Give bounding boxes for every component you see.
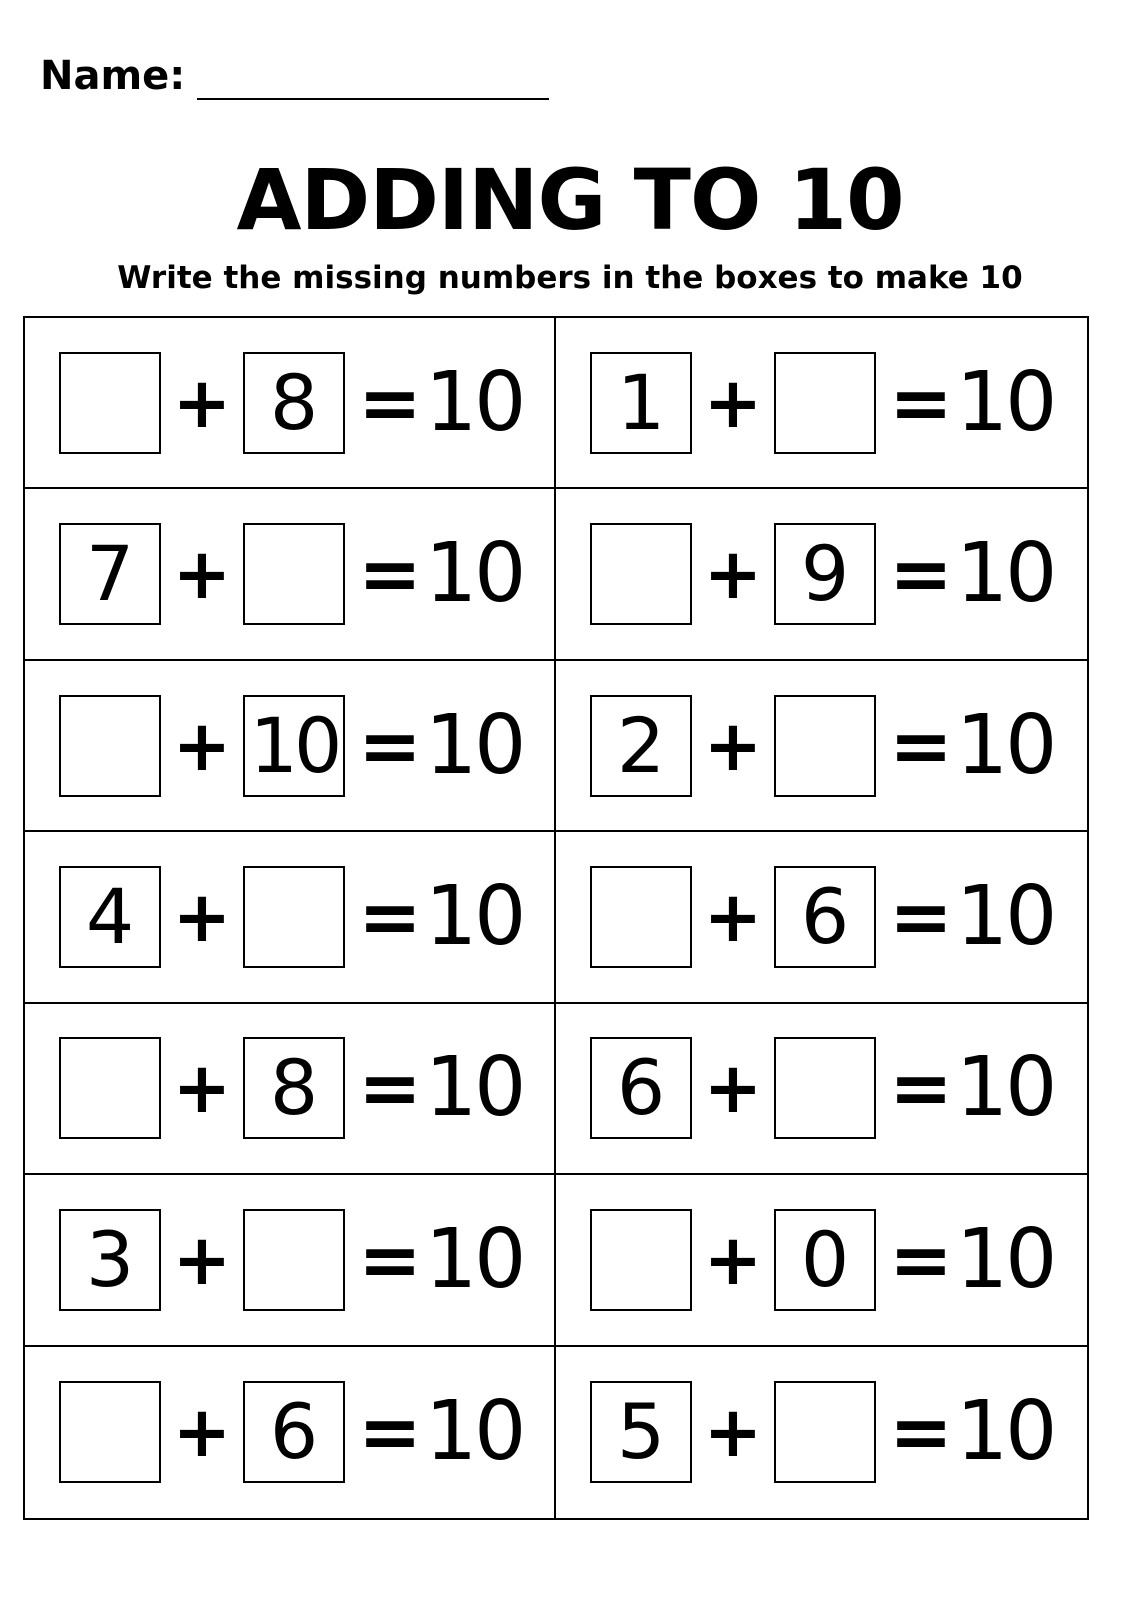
answer-box-second[interactable]: 6	[774, 866, 876, 968]
problem-cell	[556, 1175, 1087, 1346]
problem-cell	[556, 661, 1087, 832]
equals-sign: =	[889, 529, 953, 619]
plus-sign: +	[703, 533, 763, 616]
problem-cell	[25, 1347, 556, 1518]
answer-box-first[interactable]	[590, 523, 692, 625]
answer-box-second[interactable]: 9	[774, 523, 876, 625]
answer-box-second[interactable]	[774, 1037, 876, 1139]
worksheet-title: ADDING TO 10	[236, 151, 904, 249]
problem-cell	[25, 489, 556, 660]
name-field-line[interactable]	[197, 98, 549, 100]
plus-sign: +	[703, 361, 763, 444]
problem-cell	[25, 832, 556, 1003]
sum-total: 10	[956, 354, 1055, 450]
answer-box-second[interactable]	[774, 1381, 876, 1483]
problem-cell	[25, 318, 556, 489]
answer-box-first[interactable]	[590, 866, 692, 968]
answer-box-second[interactable]: 6	[243, 1381, 345, 1483]
sum-total: 10	[956, 697, 1055, 793]
problem-cell	[25, 1175, 556, 1346]
sum-total: 10	[425, 868, 524, 964]
plus-sign: +	[172, 704, 232, 787]
plus-sign: +	[172, 1391, 232, 1474]
sum-total: 10	[956, 1040, 1055, 1136]
equals-sign: =	[358, 529, 422, 619]
plus-sign: +	[172, 875, 232, 958]
plus-sign: +	[703, 1391, 763, 1474]
plus-sign: +	[703, 1047, 763, 1130]
sum-total: 10	[425, 1040, 524, 1136]
plus-sign: +	[703, 1218, 763, 1301]
answer-box-second[interactable]: 8	[243, 1037, 345, 1139]
equals-sign: =	[358, 700, 422, 790]
equals-sign: =	[358, 1043, 422, 1133]
answer-box-first[interactable]	[590, 1209, 692, 1311]
problem-cell	[556, 489, 1087, 660]
answer-box-first[interactable]: 4	[59, 866, 161, 968]
sum-total: 10	[956, 526, 1055, 622]
equals-sign: =	[889, 1043, 953, 1133]
plus-sign: +	[172, 1047, 232, 1130]
answer-box-first[interactable]: 7	[59, 523, 161, 625]
problem-cell	[556, 1004, 1087, 1175]
name-label: Name:	[40, 53, 186, 99]
plus-sign: +	[172, 533, 232, 616]
problem-cell	[25, 661, 556, 832]
plus-sign: +	[703, 704, 763, 787]
sum-total: 10	[956, 868, 1055, 964]
equals-sign: =	[889, 700, 953, 790]
answer-box-second[interactable]	[243, 523, 345, 625]
answer-box-second[interactable]: 0	[774, 1209, 876, 1311]
answer-box-first[interactable]: 2	[590, 695, 692, 797]
plus-sign: +	[172, 1218, 232, 1301]
problem-cell	[25, 1004, 556, 1175]
equals-sign: =	[358, 1387, 422, 1477]
answer-box-second[interactable]: 8	[243, 352, 345, 454]
answer-box-first[interactable]	[59, 695, 161, 797]
answer-box-second[interactable]	[774, 695, 876, 797]
equals-sign: =	[889, 871, 953, 961]
sum-total: 10	[425, 354, 524, 450]
answer-box-first[interactable]	[59, 352, 161, 454]
equals-sign: =	[358, 1214, 422, 1304]
worksheet-instructions: Write the missing numbers in the boxes to make 10	[117, 260, 1023, 296]
equals-sign: =	[358, 357, 422, 447]
sum-total: 10	[425, 526, 524, 622]
answer-box-second[interactable]	[243, 1209, 345, 1311]
problem-grid	[23, 316, 1089, 1520]
name-row	[40, 52, 549, 100]
problem-cell	[556, 318, 1087, 489]
sum-total: 10	[956, 1211, 1055, 1307]
sum-total: 10	[425, 1384, 524, 1480]
answer-box-first[interactable]: 5	[590, 1381, 692, 1483]
sum-total: 10	[956, 1384, 1055, 1480]
equals-sign: =	[889, 1387, 953, 1477]
answer-box-second[interactable]: 10	[243, 695, 345, 797]
answer-box-first[interactable]: 3	[59, 1209, 161, 1311]
answer-box-first[interactable]: 6	[590, 1037, 692, 1139]
answer-box-second[interactable]	[243, 866, 345, 968]
sum-total: 10	[425, 697, 524, 793]
plus-sign: +	[172, 361, 232, 444]
answer-box-second[interactable]	[774, 352, 876, 454]
problem-cell	[556, 1347, 1087, 1518]
sum-total: 10	[425, 1211, 524, 1307]
equals-sign: =	[889, 357, 953, 447]
equals-sign: =	[889, 1214, 953, 1304]
problem-cell	[556, 832, 1087, 1003]
answer-box-first[interactable]: 1	[590, 352, 692, 454]
answer-box-first[interactable]	[59, 1381, 161, 1483]
answer-box-first[interactable]	[59, 1037, 161, 1139]
plus-sign: +	[703, 875, 763, 958]
equals-sign: =	[358, 871, 422, 961]
